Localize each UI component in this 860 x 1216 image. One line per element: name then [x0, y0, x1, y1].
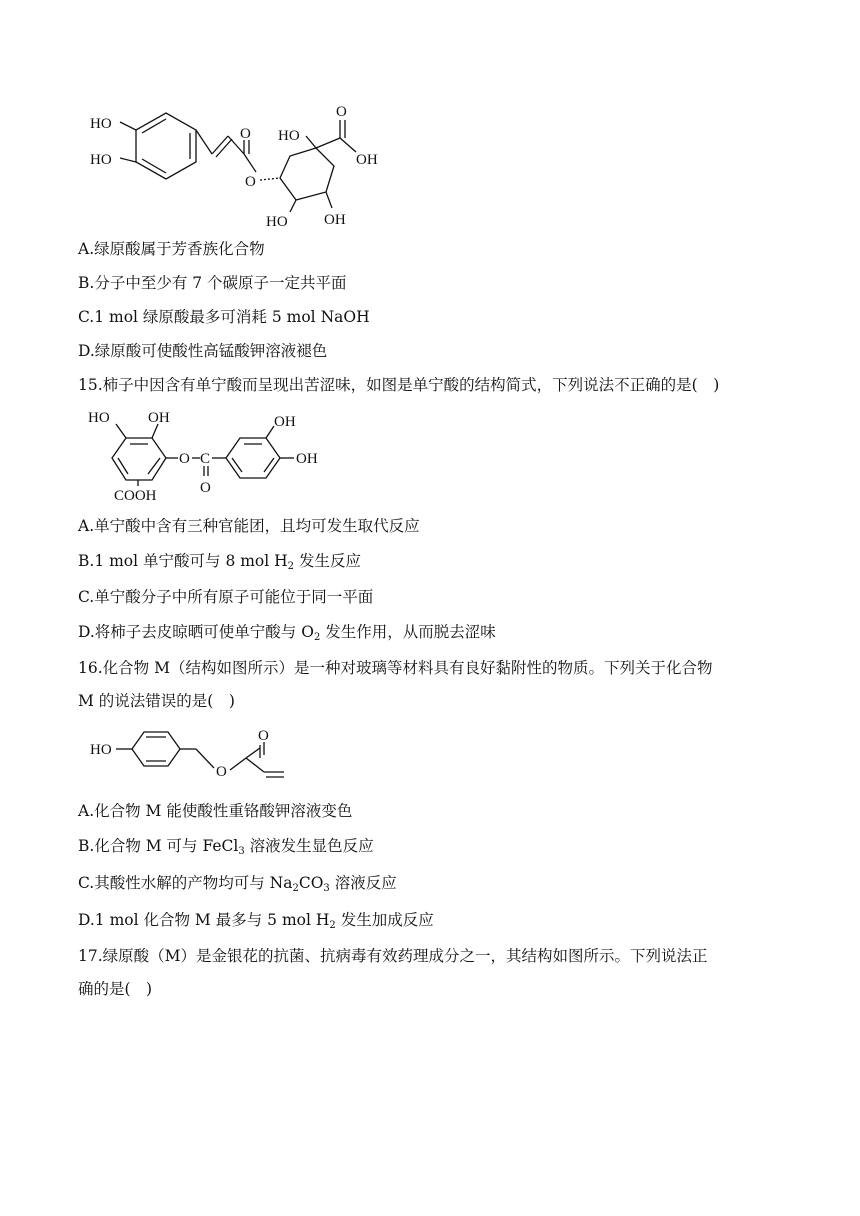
ester-carbonyl-o: O	[240, 126, 251, 142]
quat-ho-label: HO	[278, 128, 300, 144]
bottom-oh-label: OH	[324, 212, 346, 228]
q14-option-c: C.1 mol 绿原酸最多可消耗 5 mol NaOH	[78, 308, 370, 326]
q16-option-a: A.化合物 M 能使酸性重铬酸钾溶液变色	[78, 802, 353, 820]
ho-label-2: HO	[90, 152, 112, 168]
ester-o-label: O	[245, 174, 256, 190]
q15-option-d: D.将柿子去皮晾晒可使单宁酸与 $O_2$ 发生作用，从而脱去涩味	[78, 623, 496, 643]
q15-option-a: A.单宁酸中含有三种官能团，且均可发生取代反应	[78, 517, 420, 535]
ether-o-label: O	[216, 764, 227, 780]
carbonyl-o-label: O	[200, 480, 211, 496]
q16-option-b: B.化合物 M 可与 FeCl$_3$ 溶液发生显色反应	[78, 837, 374, 857]
ho-label: HO	[90, 742, 112, 758]
bottom-ho-label: HO	[266, 214, 288, 230]
compound-m-structure	[88, 726, 298, 790]
benzene-ring	[136, 113, 196, 179]
acid-carbonyl-o: O	[336, 104, 347, 120]
carbonyl-c-label: C	[200, 451, 211, 467]
q15-stem: 15.柿子中因含有单宁酸而呈现出苦涩味，如图是单宁酸的结构简式，下列说法不正确的是( )	[78, 376, 720, 394]
q14-option-b: B.分子中至少有 7 个碳原子一定共平面	[78, 274, 347, 292]
chlorogenic-acid-structure	[80, 96, 400, 236]
q16-stem-line-1: 16.化合物 M（结构如图所示）是一种对玻璃等材料具有良好黏附性的物质。下列关于化合物	[78, 659, 713, 677]
q14-option-a: A.绿原酸属于芳香族化合物	[78, 240, 265, 258]
ho-label-1: HO	[90, 116, 112, 132]
acid-oh-label: OH	[356, 152, 378, 168]
q17-stem-line-1: 17.绿原酸（M）是金银花的抗菌、抗病毒有效药理成分之一，其结构如图所示。下列说法正	[78, 947, 708, 965]
q15-option-c: C.单宁酸分子中所有原子可能位于同一平面	[78, 588, 374, 606]
q16-option-c: C.其酸性水解的产物均可与 $Na_2CO_3$ 溶液反应	[78, 874, 397, 894]
cooh-label: COOH	[114, 488, 157, 504]
q14-option-d: D.绿原酸可使酸性高锰酸钾溶液褪色	[78, 342, 328, 360]
tannic-acid-structure	[86, 404, 346, 508]
carbonyl-o-label: O	[258, 728, 269, 744]
oh-label-1: OH	[148, 410, 170, 426]
oh-label-2: OH	[274, 414, 296, 430]
link-o-label: O	[179, 451, 190, 467]
q17-stem-line-2: 确的是( )	[78, 980, 153, 998]
q16-option-d: D.1 mol 化合物 M 最多与 5 mol $H_2$ 发生加成反应	[78, 911, 434, 931]
q15-option-b: B.1 mol 单宁酸可与 8 mol $H_2$ 发生反应	[78, 552, 361, 572]
oh-label-3: OH	[296, 451, 318, 467]
ho-label: HO	[88, 410, 110, 426]
q16-stem-line-2: M 的说法错误的是( )	[78, 692, 235, 710]
